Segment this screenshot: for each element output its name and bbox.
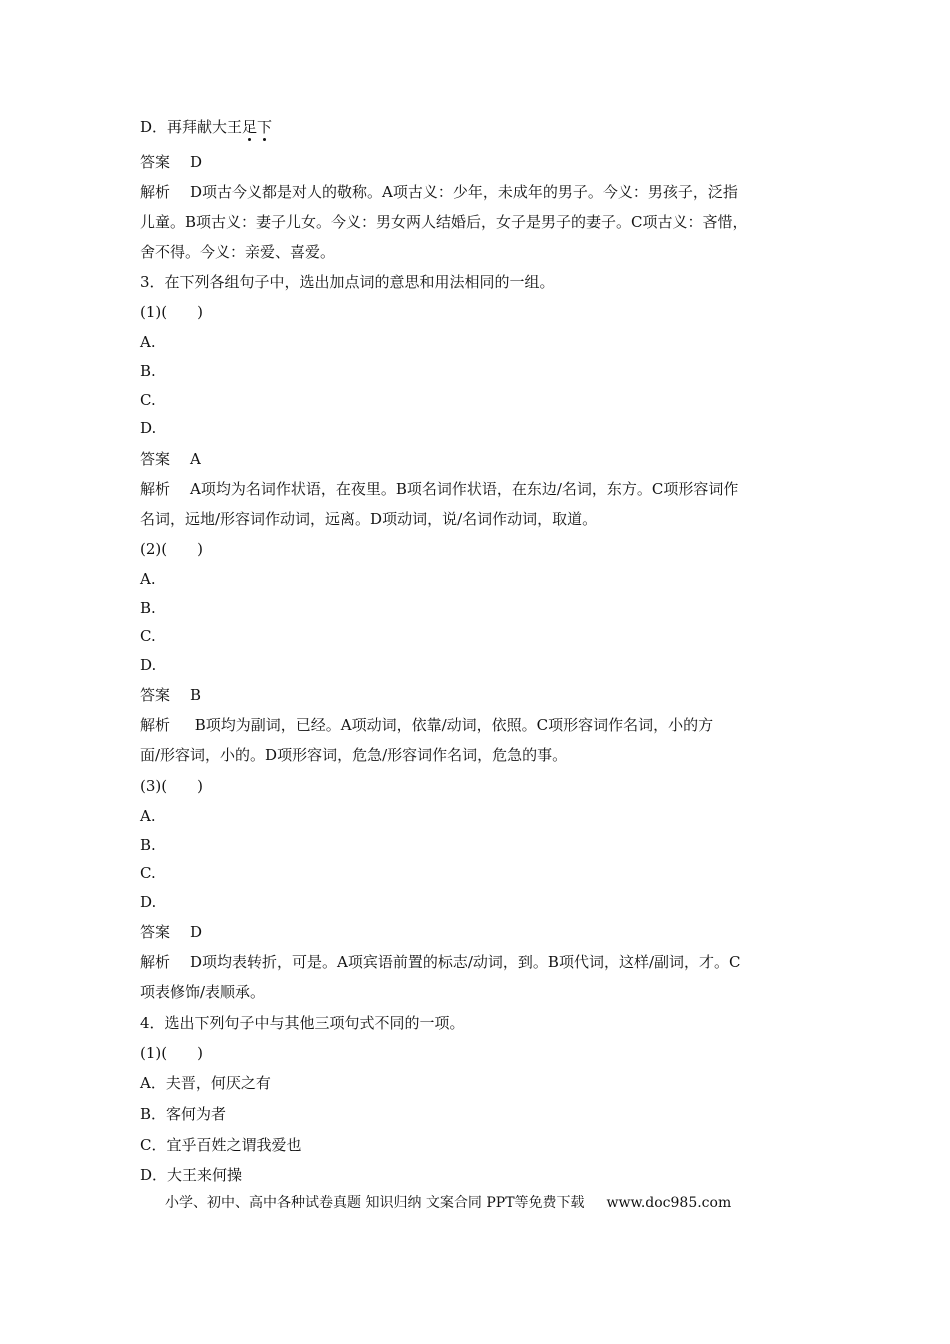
q4-option: A．夫晋，何厌之有	[140, 1074, 271, 1092]
q3-option: B.	[140, 362, 156, 380]
q2-analysis-line: 解析 D项古今义都是对人的敬称。A项古义：少年，未成年的男子。今义：男孩子，泛指	[140, 183, 738, 201]
analysis-label: 解析	[140, 953, 171, 971]
q3-option: B.	[140, 599, 156, 617]
emphasis-dot-char: 足	[242, 118, 258, 136]
q3-analysis-line: 解析 D项均表转折，可是。A项宾语前置的标志/动词，到。B项代词，这样/副词，才。C	[140, 953, 741, 971]
q3-option: D.	[140, 419, 157, 437]
q4-stem: 4．选出下列句子中与其他三项句式不同的一项。	[140, 1014, 465, 1032]
emphasis-dot-char: 下	[257, 118, 273, 136]
q2-analysis-line: 舍不得。今义：亲爱、喜爱。	[140, 243, 336, 261]
q3-option: C.	[140, 391, 156, 409]
q4-option: D．大王来何操	[140, 1166, 243, 1184]
answer-label: 答案	[140, 923, 171, 941]
q3-option: C.	[140, 627, 156, 645]
q3-option: A.	[140, 333, 156, 351]
answer-value: D	[190, 923, 203, 941]
analysis-label: 解析	[140, 183, 171, 201]
q3-group-label: (1)( )	[140, 303, 203, 321]
q3-answer	[140, 450, 820, 468]
q3-option: D.	[140, 656, 157, 674]
answer-value: A	[190, 450, 201, 468]
q3-option: A.	[140, 570, 156, 588]
page-footer	[165, 1192, 731, 1212]
q2-option-d: D．再拜献大王足下	[140, 118, 273, 136]
q3-option: C.	[140, 864, 156, 882]
q3-answer	[140, 686, 820, 704]
q3-analysis-line: 解析 A项均为名词作状语，在夜里。B项名词作状语，在东边/名词，东方。C项形容词作	[140, 480, 739, 498]
answer-label: 答案	[140, 153, 171, 171]
q3-group-label: (2)( )	[140, 540, 203, 558]
analysis-label: 解析	[140, 480, 171, 498]
q3-stem: 3．在下列各组句子中，选出加点词的意思和用法相同的一组。	[140, 273, 555, 291]
footer-url[interactable]: www.doc985.com	[606, 1195, 732, 1211]
answer-value: D	[190, 153, 203, 171]
footer-text: 小学、初中、高中各种试卷真题 知识归纳 文案合同 PPT等免费下载	[165, 1195, 585, 1211]
q2-answer	[140, 153, 820, 171]
q3-option: D.	[140, 893, 157, 911]
q4-option: B．客何为者	[140, 1105, 227, 1123]
q3-option: B.	[140, 836, 156, 854]
q3-answer	[140, 923, 820, 941]
analysis-label: 解析	[140, 716, 171, 734]
q3-analysis-line: 面/形容词，小的。D项形容词，危急/形容词作名词，危急的事。	[140, 746, 568, 764]
q3-option: A.	[140, 807, 156, 825]
q3-analysis-line: 名词，远地/形容词作动词，远离。D项动词，说/名词作动词，取道。	[140, 510, 598, 528]
answer-value: B	[190, 686, 202, 704]
q3-analysis-line: 解析 B项均为副词，已经。A项动词，依靠/动词，依照。C项形容词作名词，小的方	[140, 716, 714, 734]
answer-label: 答案	[140, 686, 171, 704]
q4-group-label: (1)( )	[140, 1044, 203, 1062]
q4-option: C．宜乎百姓之谓我爱也	[140, 1136, 302, 1154]
q3-analysis-line: 项表修饰/表顺承。	[140, 983, 266, 1001]
q3-group-label: (3)( )	[140, 777, 203, 795]
q2-analysis-line: 儿童。B项古义：妻子儿女。今义：男女两人结婚后，女子是男子的妻子。C项古义：吝惜，	[140, 213, 748, 231]
answer-label: 答案	[140, 450, 171, 468]
